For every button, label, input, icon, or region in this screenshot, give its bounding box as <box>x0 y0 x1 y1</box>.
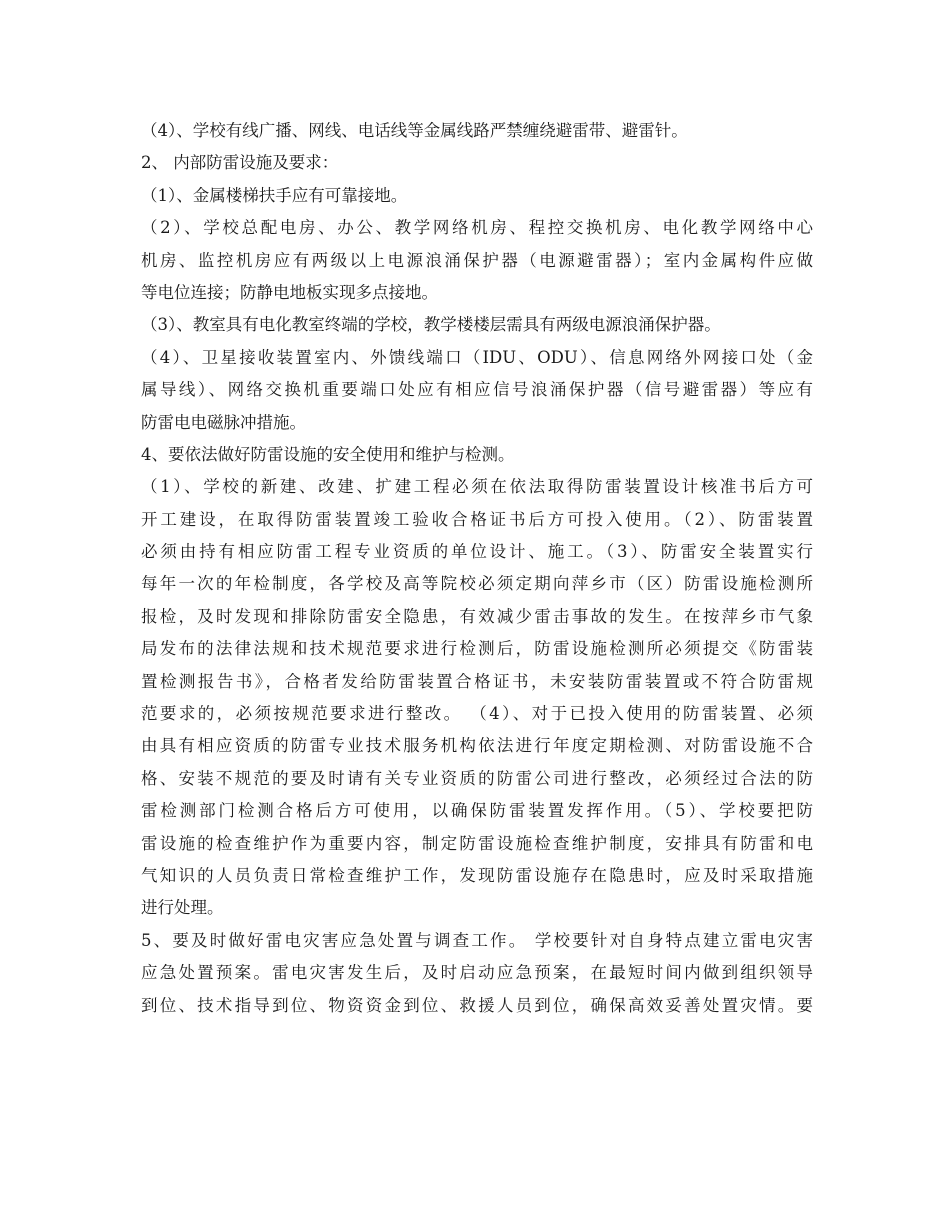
text-line: （3）、教室具有电化教室终端的学校，教学楼楼层需具有两级电源浪涌保护器。 <box>141 315 721 335</box>
text-line: 报检，及时发现和排除防雷安全隐患，有效减少雷击事故的发生。在按萍乡市气象 <box>141 606 813 626</box>
text-line: 进行处理。 <box>141 898 224 918</box>
text-line: 属导线）、网络交换机重要端口处应有相应信号浪涌保护器（信号避雷器）等应有 <box>141 380 813 400</box>
text-line: 机房、监控机房应有两级以上电源浪涌保护器（电源避雷器）；室内金属构件应做 <box>141 250 813 270</box>
text-line: 开工建设，在取得防雷装置竣工验收合格证书后方可投入使用。（2）、防雷装置 <box>141 509 813 529</box>
text-line: （2）、学校总配电房、办公、教学网络机房、程控交换机房、电化教学网络中心 <box>141 218 813 238</box>
text-line: 等电位连接；防静电地板实现多点接地。 <box>141 282 438 302</box>
text-line: （4）、学校有线广播、网线、电话线等金属线路严禁缠绕避雷带、避雷针。 <box>141 121 688 140</box>
text-line: 到位、技术指导到位、物资资金到位、救援人员到位，确保高效妥善处置灾情。要 <box>141 995 813 1015</box>
text-line: （4）、卫星接收装置室内、外馈线端口（IDU、ODU）、信息网络外网接口处（金 <box>141 347 813 367</box>
text-line: 由具有相应资质的防雷专业技术服务机构依法进行年度定期检测、对防雷设施不合 <box>141 736 813 756</box>
text-line: 每年一次的年检制度，各学校及高等院校必须定期向萍乡市（区）防雷设施检测所 <box>141 574 813 594</box>
text-line: 应急处置预案。雷电灾害发生后，及时启动应急预案，在最短时间内做到组织领导 <box>141 963 813 983</box>
text-line: 范要求的，必须按规范要求进行整改。 （4）、对于已投入使用的防雷装置、必须 <box>141 704 813 724</box>
text-line: 雷设施的检查维护作为重要内容，制定防雷设施检查维护制度，安排具有防雷和电 <box>141 833 813 853</box>
section-heading: 2、 内部防雷设施及要求： <box>141 153 339 173</box>
text-line: 置检测报告书》，合格者发给防雷装置合格证书，未安装防雷装置或不符合防雷规 <box>141 671 813 691</box>
text-line: （1）、学校的新建、改建、扩建工程必须在依法取得防雷装置设计核准书后方可 <box>141 477 813 497</box>
text-line: 防雷电电磁脉冲措施。 <box>141 412 306 432</box>
section-heading: 4、要依法做好防雷设施的安全使用和维护与检测。 <box>141 444 515 464</box>
text-line: 雷检测部门检测合格后方可使用，以确保防雷装置发挥作用。（5）、学校要把防 <box>141 801 813 821</box>
document-body <box>141 115 813 1022</box>
section-heading: 5、要及时做好雷电灾害应急处置与调查工作。 学校要针对自身特点建立雷电灾害 <box>141 930 813 950</box>
text-line: 必须由持有相应防雷工程专业资质的单位设计、施工。（3）、防雷安全装置实行 <box>141 542 813 562</box>
text-line: 局发布的法律法规和技术规范要求进行检测后，防雷设施检测所必须提交《防雷装 <box>141 639 813 659</box>
text-line: 气知识的人员负责日常检查维护工作，发现防雷设施存在隐患时，应及时采取措施 <box>141 865 813 885</box>
text-line: （1）、金属楼梯扶手应有可靠接地。 <box>141 185 408 205</box>
text-line: 格、安装不规范的要及时请有关专业资质的防雷公司进行整改，必须经过合法的防 <box>141 768 813 788</box>
